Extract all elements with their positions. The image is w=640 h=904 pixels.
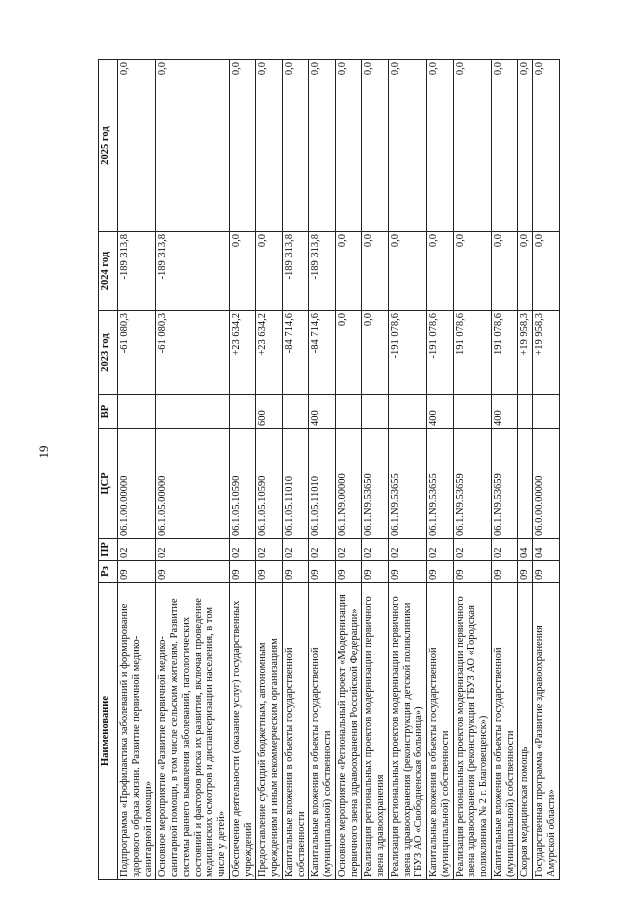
header-2025: 2025 год bbox=[99, 60, 118, 232]
header-2024: 2024 год bbox=[99, 232, 118, 311]
row-rz: 09 bbox=[282, 561, 309, 583]
row-name: Реализация региональных проектов модернизации первичного звена здравоохранения (реконструкция детской поликлиники ГБУЗ АО «Свободненская больница») bbox=[388, 583, 426, 880]
row-2025: 0,0 bbox=[156, 60, 230, 232]
table-row bbox=[491, 60, 518, 880]
row-pr: 02 bbox=[453, 539, 491, 561]
row-2023: +23 634,2 bbox=[256, 311, 283, 395]
row-2023: 0,0 bbox=[362, 311, 389, 395]
row-2025: 0,0 bbox=[118, 60, 156, 232]
row-rz: 09 bbox=[229, 561, 256, 583]
row-2024: 0,0 bbox=[256, 232, 283, 311]
table-row bbox=[427, 60, 454, 880]
header-vr: ВР bbox=[99, 395, 118, 429]
row-rz: 09 bbox=[256, 561, 283, 583]
row-vr bbox=[118, 395, 156, 429]
row-2024: -189 313,8 bbox=[118, 232, 156, 311]
row-rz: 09 bbox=[518, 561, 533, 583]
table-row bbox=[282, 60, 309, 880]
row-2024: 0,0 bbox=[453, 232, 491, 311]
row-rz: 09 bbox=[156, 561, 230, 583]
row-2024: -189 313,8 bbox=[282, 232, 309, 311]
header-pr: ПР bbox=[99, 539, 118, 561]
row-csr: 06.1.05.11010 bbox=[282, 429, 309, 539]
row-vr bbox=[388, 395, 426, 429]
row-csr bbox=[518, 429, 533, 539]
row-pr: 04 bbox=[518, 539, 533, 561]
row-2024: 0,0 bbox=[491, 232, 518, 311]
row-pr: 02 bbox=[427, 539, 454, 561]
header-rz: Рз bbox=[99, 561, 118, 583]
budget-table bbox=[98, 59, 560, 880]
row-vr: 400 bbox=[427, 395, 454, 429]
row-2024: 0,0 bbox=[518, 232, 533, 311]
table-row bbox=[309, 60, 336, 880]
row-2024: 0,0 bbox=[362, 232, 389, 311]
row-csr: 06.1.N9.53655 bbox=[388, 429, 426, 539]
header-2023: 2023 год bbox=[99, 311, 118, 395]
row-csr: 06.1.N9.53650 bbox=[362, 429, 389, 539]
table-row bbox=[335, 60, 362, 880]
row-name: Капитальные вложения в объекты государственной (муниципальной) собственности bbox=[491, 583, 518, 880]
row-name: Предоставление субсидий бюджетным, автономным учреждениям и иным некоммерческим организациям bbox=[256, 583, 283, 880]
budget-table-container bbox=[98, 60, 600, 880]
row-vr bbox=[229, 395, 256, 429]
row-name: Основное мероприятие «Региональный проект «Модернизация первичного звена здравоохранения Российской Федерации» bbox=[335, 583, 362, 880]
page-number: 19 bbox=[36, 445, 51, 459]
row-2023: -191 078,6 bbox=[427, 311, 454, 395]
row-name: Государственная программа «Развитие здравоохранения Амурской области» bbox=[533, 583, 560, 880]
row-vr: 400 bbox=[491, 395, 518, 429]
row-pr: 02 bbox=[229, 539, 256, 561]
table-row bbox=[388, 60, 426, 880]
row-csr: 06.1.00.00000 bbox=[118, 429, 156, 539]
row-rz: 09 bbox=[533, 561, 560, 583]
row-2023: -61 080,3 bbox=[118, 311, 156, 395]
table-header-row bbox=[99, 60, 118, 880]
row-2023: 191 078,6 bbox=[453, 311, 491, 395]
row-2024: 0,0 bbox=[229, 232, 256, 311]
row-2024: -189 313,8 bbox=[309, 232, 336, 311]
row-csr: 06.0.00.00000 bbox=[533, 429, 560, 539]
row-name: Подпрограмма «Профилактика заболеваний и формирование здорового образа жизни. Развитие первичной медико-санитарной помощи» bbox=[118, 583, 156, 880]
row-rz: 09 bbox=[118, 561, 156, 583]
table-row bbox=[118, 60, 156, 880]
row-csr: 06.1.N9.53659 bbox=[453, 429, 491, 539]
row-2024: 0,0 bbox=[427, 232, 454, 311]
row-pr: 02 bbox=[491, 539, 518, 561]
row-vr bbox=[335, 395, 362, 429]
row-name: Капитальные вложения в объекты государственной собственности bbox=[282, 583, 309, 880]
row-csr: 06.1.N9.53659 bbox=[491, 429, 518, 539]
row-csr: 06.1.N9.53655 bbox=[427, 429, 454, 539]
table-row bbox=[518, 60, 533, 880]
row-pr: 02 bbox=[362, 539, 389, 561]
row-2025: 0,0 bbox=[388, 60, 426, 232]
row-rz: 09 bbox=[362, 561, 389, 583]
row-2023: +23 634,2 bbox=[229, 311, 256, 395]
row-vr: 400 bbox=[309, 395, 336, 429]
table-row bbox=[156, 60, 230, 880]
row-2025: 0,0 bbox=[453, 60, 491, 232]
row-rz: 09 bbox=[453, 561, 491, 583]
row-pr: 02 bbox=[309, 539, 336, 561]
row-name: Обеспечение деятельности (оказание услуг) государственных учреждений bbox=[229, 583, 256, 880]
row-2023: -84 714,6 bbox=[309, 311, 336, 395]
header-csr: ЦСР bbox=[99, 429, 118, 539]
row-csr: 06.1.05.10590 bbox=[256, 429, 283, 539]
row-2024: 0,0 bbox=[388, 232, 426, 311]
table-row bbox=[256, 60, 283, 880]
row-2025: 0,0 bbox=[309, 60, 336, 232]
row-2025: 0,0 bbox=[491, 60, 518, 232]
table-row bbox=[453, 60, 491, 880]
row-vr: 600 bbox=[256, 395, 283, 429]
row-2025: 0,0 bbox=[282, 60, 309, 232]
row-name: Капитальные вложения в объекты государственной (муниципальной) собственности bbox=[427, 583, 454, 880]
row-2025: 0,0 bbox=[229, 60, 256, 232]
row-name: Реализация региональных проектов модернизации первичного звена здравоохранения (реконструкция ГБУЗ АО «Городская поликлиника № 2 г. Благовещенск») bbox=[453, 583, 491, 880]
row-2023: +19 958,3 bbox=[518, 311, 533, 395]
row-2024: 0,0 bbox=[335, 232, 362, 311]
row-csr: 06.1.05.11010 bbox=[309, 429, 336, 539]
row-pr: 02 bbox=[118, 539, 156, 561]
row-name: Скорая медицинская помощь bbox=[518, 583, 533, 880]
row-2025: 0,0 bbox=[335, 60, 362, 232]
row-vr bbox=[362, 395, 389, 429]
row-name: Реализация региональных проектов модернизации первичного звена здравоохранения bbox=[362, 583, 389, 880]
row-pr: 02 bbox=[256, 539, 283, 561]
row-2024: 0,0 bbox=[533, 232, 560, 311]
row-vr bbox=[533, 395, 560, 429]
row-2023: -191 078,6 bbox=[388, 311, 426, 395]
row-2025: 0,0 bbox=[362, 60, 389, 232]
row-rz: 09 bbox=[388, 561, 426, 583]
row-2023: 191 078,6 bbox=[491, 311, 518, 395]
row-name: Капитальные вложения в объекты государственной (муниципальной) собственности bbox=[309, 583, 336, 880]
row-pr: 02 bbox=[335, 539, 362, 561]
row-vr bbox=[156, 395, 230, 429]
row-pr: 02 bbox=[282, 539, 309, 561]
row-2023: -61 080,3 bbox=[156, 311, 230, 395]
row-rz: 09 bbox=[335, 561, 362, 583]
row-vr bbox=[518, 395, 533, 429]
row-csr: 06.1.05.10590 bbox=[229, 429, 256, 539]
header-name: Наименование bbox=[99, 583, 118, 880]
row-vr bbox=[453, 395, 491, 429]
row-pr: 04 bbox=[533, 539, 560, 561]
row-name: Основное мероприятие «Развитие первичной медико-санитарной помощи, в том числе сельским жителям. Развитие системы раннего выявления заболеваний, патологических состояний и факторов риска их развития, включая проведение медицинских осмотров и диспансеризации населения, в том числе у детей» bbox=[156, 583, 230, 880]
row-rz: 09 bbox=[427, 561, 454, 583]
row-rz: 09 bbox=[309, 561, 336, 583]
row-pr: 02 bbox=[388, 539, 426, 561]
row-pr: 02 bbox=[156, 539, 230, 561]
row-2025: 0,0 bbox=[427, 60, 454, 232]
row-2024: -189 313,8 bbox=[156, 232, 230, 311]
row-2025: 0,0 bbox=[533, 60, 560, 232]
row-2025: 0,0 bbox=[256, 60, 283, 232]
row-rz: 09 bbox=[491, 561, 518, 583]
row-2025: 0,0 bbox=[518, 60, 533, 232]
table-row bbox=[533, 60, 560, 880]
row-2023: +19 958,3 bbox=[533, 311, 560, 395]
row-csr: 06.1.N9.00000 bbox=[335, 429, 362, 539]
row-vr bbox=[282, 395, 309, 429]
table-row bbox=[229, 60, 256, 880]
table-row bbox=[362, 60, 389, 880]
row-2023: 0,0 bbox=[335, 311, 362, 395]
row-csr: 06.1.05.00000 bbox=[156, 429, 230, 539]
row-2023: -84 714,6 bbox=[282, 311, 309, 395]
